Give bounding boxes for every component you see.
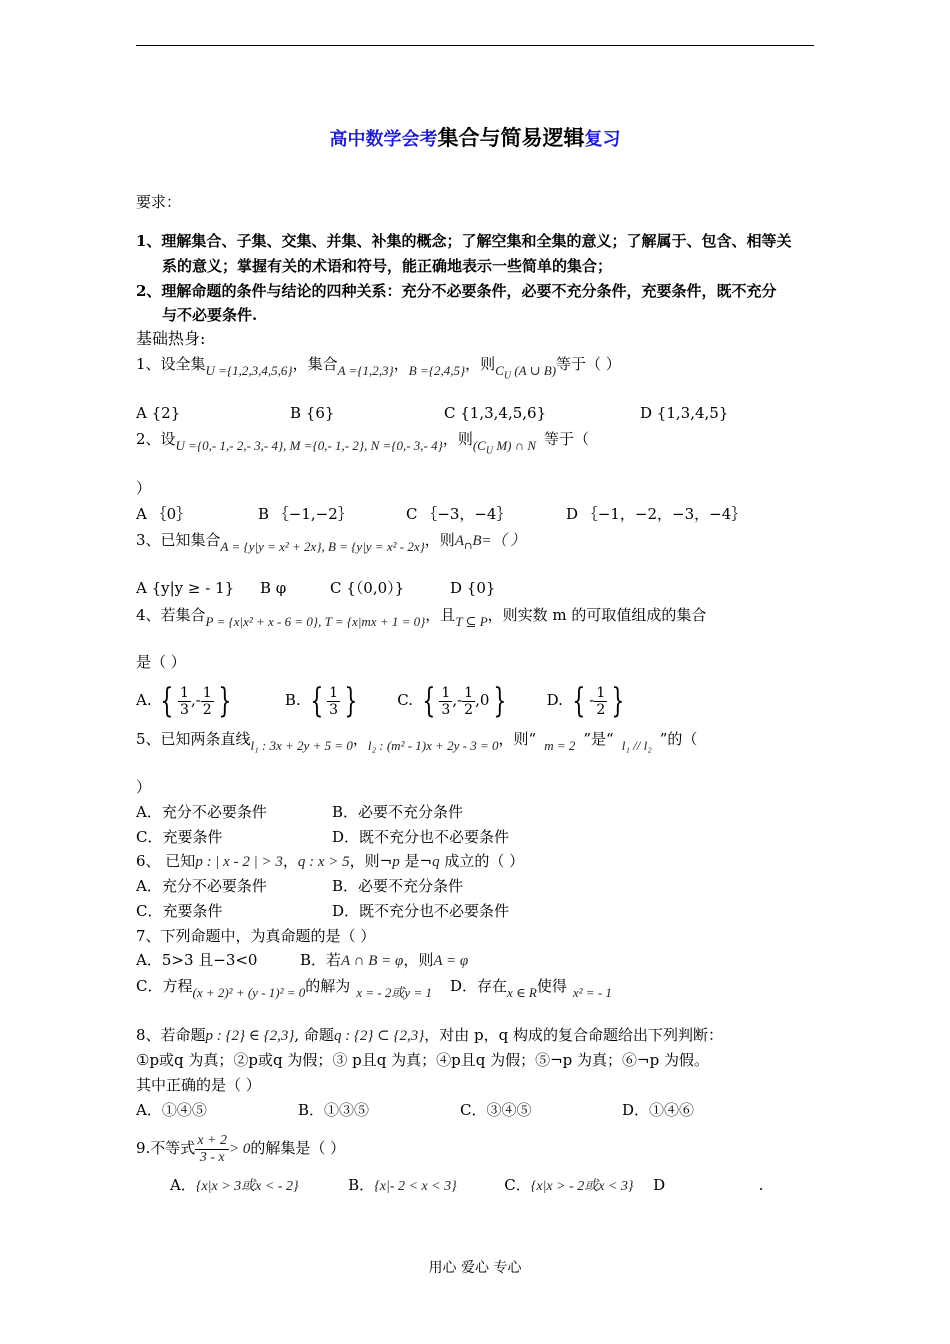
question-8: 8、若命题p : {2} ∈ {2,3}, 命题q : {2} ⊂ {2,3}，对由 p，q 构成的复合命题给出下列判断： <box>136 1026 723 1044</box>
question-6-options-cd: C．充要条件 D．既不充分也不必要条件 <box>136 902 510 920</box>
requirements-label: 要求： <box>136 193 182 211</box>
warmup-heading: 基础热身: <box>136 329 206 348</box>
page-footer: 用心 爱心 专心 <box>428 1260 522 1276</box>
question-9: 9.不等式 $\frac{x + 2}{3 - x}$ > 0的解集是（ ） <box>136 1132 346 1165</box>
question-4: 4、若集合P = {x|x² + x - 6 = 0}, T = {x|mx + 1 = 0}，且T ⊆ P，则实数 m 的可取值组成的集合 <box>136 606 707 629</box>
page-title <box>0 122 950 152</box>
question-5-options-ab: A．充分不必要条件 B．必要不充分条件 <box>136 803 464 821</box>
requirement-2b: 与不必要条件. <box>162 306 258 324</box>
question-7-options-ab: A．5>3 且−3<0 B．若A ∩ B = φ，则A = φ <box>136 951 469 969</box>
question-5-options-cd: C．充要条件 D．既不充分也不必要条件 <box>136 828 510 846</box>
question-5: 5、已知两条直线l₁ : 3x + 2y + 5 = 0，l₂ : (m² - 1)x + 2y - 3 = 0，则“ m = 2 ”是“ l₁ // l₂ ”的（ <box>136 730 698 753</box>
header-rule <box>136 45 814 46</box>
question-3: 3、已知集合A = {y|y = x² + 2x}, B = {y|y = x² - 2x}，则$A_\cap B=$（ ） <box>136 531 526 554</box>
question-3-options: A {y|y ≥ - 1} B φ C {（0,0）} D {0} <box>136 579 496 597</box>
question-8-options: A．①④⑤ B．①③⑤ C．③④⑤ D．①④⑥ <box>136 1101 695 1119</box>
question-2-close: ） <box>136 479 152 497</box>
question-2: 2、设U ={0,- 1,- 2,- 3,- 4}, M ={0,- 1,- 2}, N ={0,- 3,- 4}，则($C_U$ M) ∩ N 等于（ <box>136 430 590 457</box>
question-6: 6、 已知p : | x - 2 | > 3，q : x > 5，则¬p 是¬q 成立的（ ） <box>136 852 525 870</box>
question-8-prompt: 其中正确的是（ ） <box>136 1076 261 1094</box>
question-9-options: A．{x|x > 3或x < - 2} B．{x|- 2 < x < 3} C．{x|x > - 2或x < 3} D . <box>170 1176 764 1194</box>
title-part2: 集合与简易逻辑 <box>437 125 585 150</box>
question-4-cont: 是（ ） <box>136 653 186 671</box>
question-6-options-ab: A．充分不必要条件 B．必要不充分条件 <box>136 877 464 895</box>
question-2-options: A ｛0｝ B ｛−1,−2｝ C ｛−3，−4｝ D ｛−1，−2，−3，−4｝ <box>136 505 747 523</box>
requirement-1a: 1、理解集合、子集、交集、并集、补集的概念；了解空集和全集的意义；了解属于、包含、相等关 <box>136 232 792 250</box>
question-5-close: ） <box>136 778 152 796</box>
question-4-options: A. { $\frac{1}{3}$ ,- $\frac{1}{2}$ } B. { $\frac{1}{3}$ } C. { $\frac{1}{3}$ ,- $\frac{1}{2}$ ,0 } D. { - $\frac{1}{2}$ } <box>136 681 625 721</box>
requirement-1b: 系的意义；掌握有关的术语和符号，能正确地表示一些简单的集合； <box>162 257 613 275</box>
question-1: 1、设全集U ={1,2,3,4,5,6}，集合A ={1,2,3}，B ={2,4,5}，则$C_U$ (A ∪ B)等于（ ） <box>136 355 621 382</box>
title-part1: 高中数学会考 <box>329 129 438 150</box>
title-part3: 复习 <box>584 129 621 150</box>
question-8-judgements: ①p或q 为真；②p或q 为假；③ p且q 为真；④p且q 为假；⑤¬p 为真；⑥¬p 为假。 <box>136 1051 709 1069</box>
requirement-2a: 2、理解命题的条件与结论的四种关系：充分不必要条件，必要不充分条件，充要条件，既不充分 <box>136 282 777 300</box>
question-7: 7、下列命题中，为真命题的是（ ） <box>136 927 376 945</box>
question-7-options-cd: C．方程(x + 2)² + (y - 1)² = 0的解为 x = - 2或y = 1 D．存在x ∈ R使得 x² = - 1 <box>136 977 612 1000</box>
question-1-options: A {2} B {6} C {1,3,4,5,6} D {1,3,4,5} <box>136 404 729 422</box>
